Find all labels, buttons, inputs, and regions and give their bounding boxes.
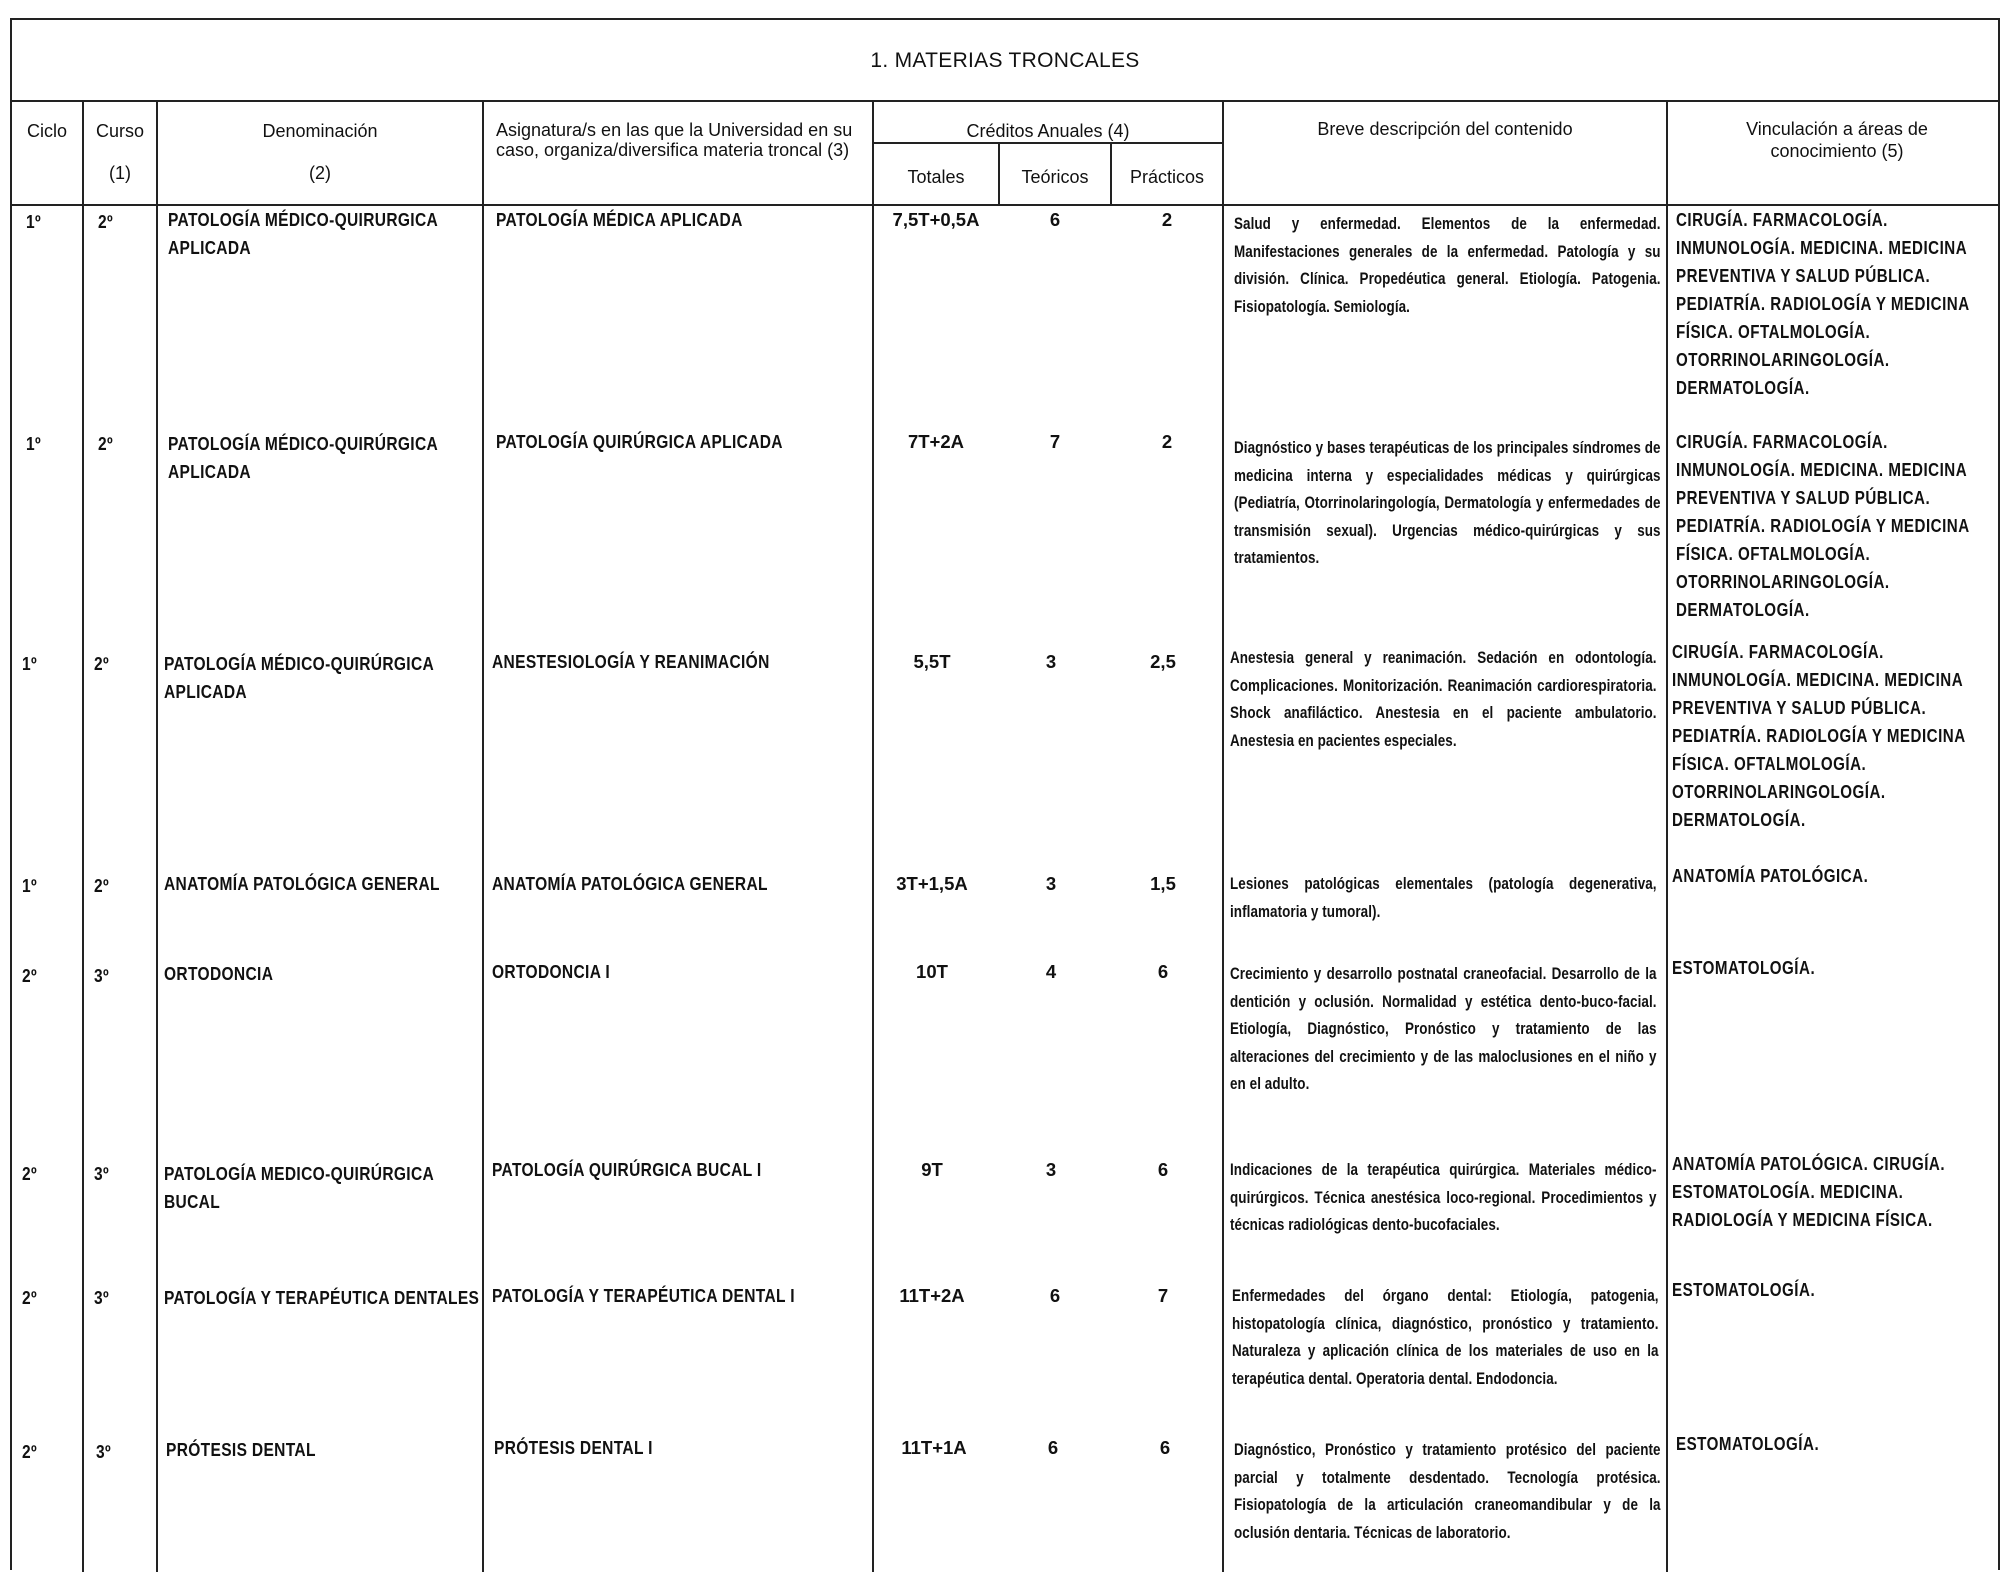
cell-teoricos: 6: [1049, 1285, 1061, 1306]
cell-curso: 2º: [98, 211, 114, 232]
header-curso-note: (1): [109, 163, 131, 183]
cell-descripcion: Indicaciones de la terapéutica quirúrgica. Materiales médico-quirúrgicos. Técnica anestésica loco-regional. Procedimientos y técnicas radiológicas dento-bucofaciales.: [1230, 1160, 1657, 1234]
cell-ciclo: 2º: [22, 1163, 38, 1184]
cell-descripcion: Enfermedades del órgano dental: Etiología, patogenia, histopatología clínica, diagnóstico, pronóstico y tratamiento. Naturaleza y aplicación clínica de los materiales de uso en la terapéutica dental. Operatoria dental. Endodoncia.: [1232, 1286, 1659, 1388]
header-ciclo: Ciclo: [26, 121, 67, 141]
cell-totales: 11T+2A: [899, 1285, 965, 1306]
cell-areas: CIRUGÍA. FARMACOLOGÍA. INMUNOLOGÍA. MEDICINA. MEDICINA PREVENTIVA Y SALUD PÚBLICA. PEDIATRÍA. RADIOLOGÍA Y MEDICINA FÍSICA. OFTALMOLOGÍA. OTORRINOLARINGOLOGÍA. DERMATOLOGÍA.: [1672, 642, 1966, 830]
cell-ciclo: 1º: [26, 433, 42, 454]
cell-curso: 3º: [94, 965, 110, 986]
header-denominacion: Denominación: [262, 121, 378, 141]
header-asignatura: Asignatura/s en las que la Universidad en su caso, organiza/diversifica materia troncal (3): [496, 120, 853, 160]
cell-areas: ANATOMÍA PATOLÓGICA.: [1672, 866, 1869, 886]
cell-asignatura: PRÓTESIS DENTAL I: [494, 1437, 653, 1458]
grid-line: [872, 142, 1224, 144]
grid-line: [872, 102, 874, 1572]
cell-asignatura: PATOLOGÍA MÉDICA APLICADA: [496, 209, 743, 230]
cell-totales: 11T+1A: [901, 1437, 967, 1458]
cell-practicos: 6: [1157, 961, 1169, 982]
cell-areas: CIRUGÍA. FARMACOLOGÍA. INMUNOLOGÍA. MEDICINA. MEDICINA PREVENTIVA Y SALUD PÚBLICA. PEDIATRÍA. RADIOLOGÍA Y MEDICINA FÍSICA. OFTALMOLOGÍA. OTORRINOLARINGOLOGÍA. DERMATOLOGÍA.: [1676, 432, 1970, 620]
cell-denominacion: PATOLOGÍA MEDICO-QUIRÚRGICA BUCAL: [164, 1163, 434, 1212]
header-totales: Totales: [907, 167, 965, 187]
cell-denominacion: ANATOMÍA PATOLÓGICA GENERAL: [164, 873, 440, 894]
cell-ciclo: 2º: [22, 1287, 38, 1308]
cell-denominacion: PATOLOGÍA Y TERAPÉUTICA DENTALES: [164, 1287, 480, 1308]
cell-teoricos: 6: [1049, 209, 1061, 230]
cell-asignatura: PATOLOGÍA Y TERAPÉUTICA DENTAL I: [492, 1285, 795, 1306]
cell-curso: 3º: [94, 1287, 110, 1308]
cell-teoricos: 3: [1045, 1159, 1057, 1180]
cell-teoricos: 3: [1045, 651, 1057, 672]
cell-practicos: 1,5: [1150, 873, 1176, 894]
cell-totales: 7,5T+0,5A: [892, 209, 980, 230]
cell-ciclo: 2º: [22, 965, 38, 986]
header-descripcion: Breve descripción del contenido: [1317, 119, 1573, 139]
grid-line: [482, 102, 484, 1572]
cell-totales: 7T+2A: [907, 431, 965, 452]
cell-denominacion: PATOLOGÍA MÉDICO-QUIRÚRGICA APLICADA: [164, 653, 434, 702]
cell-teoricos: 4: [1045, 961, 1057, 982]
cell-curso: 2º: [94, 653, 110, 674]
cell-teoricos: 6: [1047, 1437, 1059, 1458]
cell-practicos: 2,5: [1150, 651, 1176, 672]
cell-practicos: 2: [1161, 209, 1173, 230]
cell-denominacion: PRÓTESIS DENTAL: [166, 1439, 316, 1460]
cell-curso: 3º: [94, 1163, 110, 1184]
cell-descripcion: Diagnóstico, Pronóstico y tratamiento protésico del paciente parcial y totalmente desdentado. Tecnología protésica. Fisiopatología de la articulación craneomandibular y de la oclusión dentaria. Técnicas de laboratorio.: [1234, 1440, 1661, 1542]
header-curso: Curso: [95, 121, 144, 141]
cell-practicos: 6: [1159, 1437, 1171, 1458]
cell-areas: ESTOMATOLOGÍA.: [1672, 1280, 1816, 1300]
cell-asignatura: PATOLOGÍA QUIRÚRGICA BUCAL I: [492, 1159, 762, 1180]
cell-areas: ESTOMATOLOGÍA.: [1672, 958, 1816, 978]
cell-totales: 9T: [921, 1159, 943, 1180]
cell-asignatura: ORTODONCIA I: [492, 961, 611, 982]
cell-totales: 5,5T: [913, 651, 951, 672]
header-vinculacion: Vinculación a áreas de conocimiento (5): [1746, 119, 1928, 161]
grid-line: [1222, 102, 1224, 1572]
table-title: 1. MATERIAS TRONCALES: [12, 20, 1998, 102]
cell-asignatura: ANESTESIOLOGÍA Y REANIMACIÓN: [492, 651, 770, 672]
troncales-table: [10, 18, 2000, 1570]
cell-teoricos: 7: [1049, 431, 1061, 452]
header-denominacion-note: (2): [309, 163, 331, 183]
grid-line: [82, 102, 84, 1572]
cell-descripcion: Lesiones patológicas elementales (patología degenerativa, inflamatoria y tumoral).: [1230, 874, 1657, 921]
cell-ciclo: 1º: [22, 875, 38, 896]
cell-descripcion: Salud y enfermedad. Elementos de la enfermedad. Manifestaciones generales de la enfermedad. Patología y su división. Clínica. Propedéutica general. Etiología. Patogenia. Fisiopatología. Semiología.: [1234, 214, 1661, 316]
cell-areas: CIRUGÍA. FARMACOLOGÍA. INMUNOLOGÍA. MEDICINA. MEDICINA PREVENTIVA Y SALUD PÚBLICA. PEDIATRÍA. RADIOLOGÍA Y MEDICINA FÍSICA. OFTALMOLOGÍA. OTORRINOLARINGOLOGÍA. DERMATOLOGÍA.: [1676, 210, 1970, 398]
cell-practicos: 2: [1161, 431, 1173, 452]
cell-asignatura: ANATOMÍA PATOLÓGICA GENERAL: [492, 873, 768, 894]
grid-line: [156, 102, 158, 1572]
cell-denominacion: PATOLOGÍA MÉDICO-QUIRÚRGICA APLICADA: [168, 433, 438, 482]
cell-curso: 2º: [94, 875, 110, 896]
cell-curso: 3º: [96, 1441, 112, 1462]
cell-areas: ANATOMÍA PATOLÓGICA. CIRUGÍA. ESTOMATOLOGÍA. MEDICINA. RADIOLOGÍA Y MEDICINA FÍSICA.: [1672, 1154, 1946, 1230]
cell-ciclo: 1º: [22, 653, 38, 674]
cell-ciclo: 1º: [26, 211, 42, 232]
cell-practicos: 7: [1157, 1285, 1169, 1306]
grid-line: [1666, 102, 1668, 1572]
cell-asignatura: PATOLOGÍA QUIRÚRGICA APLICADA: [496, 431, 783, 452]
cell-denominacion: PATOLOGÍA MÉDICO-QUIRURGICA APLICADA: [168, 209, 438, 258]
cell-areas: ESTOMATOLOGÍA.: [1676, 1434, 1820, 1454]
header-creditos: Créditos Anuales (4): [966, 121, 1130, 141]
cell-descripcion: Diagnóstico y bases terapéuticas de los principales síndromes de medicina interna y especialidades médicas y quirúrgicas (Pediatría, Otorrinolaringología, Dermatología y enfermedades de transmisión sexual). Urgencias médico-quirúrgicas y sus tratamientos.: [1234, 438, 1661, 567]
cell-teoricos: 3: [1045, 873, 1057, 894]
cell-curso: 2º: [98, 433, 114, 454]
cell-totales: 10T: [916, 961, 948, 982]
cell-descripcion: Crecimiento y desarrollo postnatal craneofacial. Desarrollo de la dentición y oclusión. Normalidad y estética dento-buco-facial. Etiología, Diagnóstico, Pronóstico y tratamiento de las alteraciones del crecimiento y de las maloclusiones en el niño y en el adulto.: [1230, 964, 1657, 1093]
cell-descripcion: Anestesia general y reanimación. Sedación en odontología. Complicaciones. Monitorización. Reanimación cardiorespiratoria. Shock anafiláctico. Anestesia en el paciente ambulatorio. Anestesia en pacientes especiales.: [1230, 648, 1657, 750]
header-teoricos: Teóricos: [1021, 167, 1089, 187]
cell-denominacion: ORTODONCIA: [164, 963, 274, 984]
header-practicos: Prácticos: [1129, 167, 1205, 187]
cell-totales: 3T+1,5A: [896, 873, 968, 894]
cell-ciclo: 2º: [22, 1441, 38, 1462]
cell-practicos: 6: [1157, 1159, 1169, 1180]
